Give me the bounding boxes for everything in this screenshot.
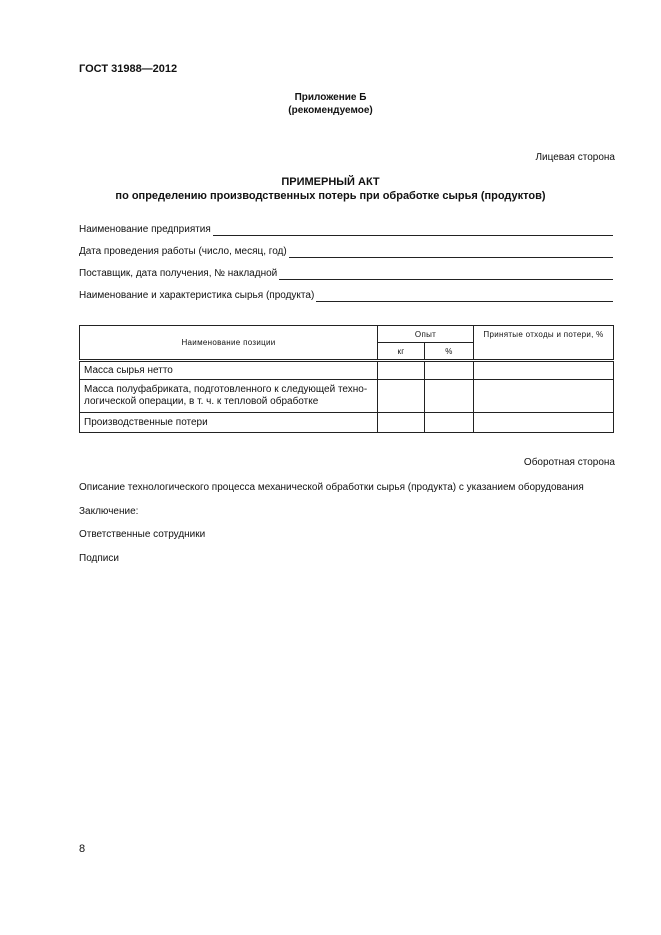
cell-percent	[425, 380, 474, 413]
back-side-label: Оборотная сторона	[523, 457, 615, 468]
field-label: Поставщик, дата получения, № накладной	[79, 268, 278, 279]
header-kg: кг	[378, 343, 425, 361]
cell-accepted	[474, 361, 614, 380]
field-enterprise	[79, 223, 613, 236]
fill-line	[213, 225, 613, 236]
field-label: Наименование предприятия	[79, 224, 211, 235]
field-date	[79, 245, 613, 258]
fill-line	[289, 247, 613, 258]
conclusion-label: Заключение:	[79, 506, 139, 517]
fill-line	[316, 291, 613, 302]
row-name: Масса сырья нетто	[80, 361, 378, 380]
cell-kg	[378, 361, 425, 380]
appendix-title: Приложение Б	[294, 92, 367, 103]
appendix-subtitle: (рекомендуемое)	[288, 105, 373, 116]
header-experiment: Опыт	[378, 326, 474, 343]
front-side-label: Лицевая сторона	[535, 152, 615, 163]
row-name: Масса полуфабриката, подготовленного к следующей техно-логической операции, в т. ч. к тепловой обработке	[80, 380, 378, 413]
description-label: Описание технологического процесса механической обработки сырья (продукта) с указанием оборудования	[79, 482, 584, 493]
row-name: Производственные потери	[80, 413, 378, 433]
document-id: ГОСТ 31988—2012	[79, 63, 178, 75]
field-label: Дата проведения работы (число, месяц, год)	[79, 246, 287, 257]
losses-table	[79, 325, 614, 433]
cell-kg	[378, 413, 425, 433]
cell-percent	[425, 413, 474, 433]
cell-kg	[378, 380, 425, 413]
act-subtitle: по определению производственных потерь при обработке сырья (продуктов)	[115, 190, 546, 202]
field-raw-material	[79, 289, 613, 302]
table-row	[80, 413, 614, 433]
header-percent: %	[425, 343, 474, 361]
header-accepted-losses: Принятые отходы и потери, %	[474, 326, 614, 361]
act-title: ПРИМЕРНЫЙ АКТ	[281, 176, 380, 188]
fill-line	[279, 269, 613, 280]
field-supplier	[79, 267, 613, 280]
responsible-label: Ответственные сотрудники	[79, 529, 206, 540]
appendix-heading	[0, 91, 661, 117]
field-label: Наименование и характеристика сырья (продукта)	[79, 290, 315, 301]
page-number: 8	[79, 843, 86, 855]
cell-accepted	[474, 413, 614, 433]
cell-accepted	[474, 380, 614, 413]
act-heading	[0, 175, 661, 203]
header-item-name: Наименование позиции	[80, 326, 378, 361]
table-row	[80, 380, 614, 413]
cell-percent	[425, 361, 474, 380]
signatures-label: Подписи	[79, 553, 119, 564]
table-row	[80, 361, 614, 380]
